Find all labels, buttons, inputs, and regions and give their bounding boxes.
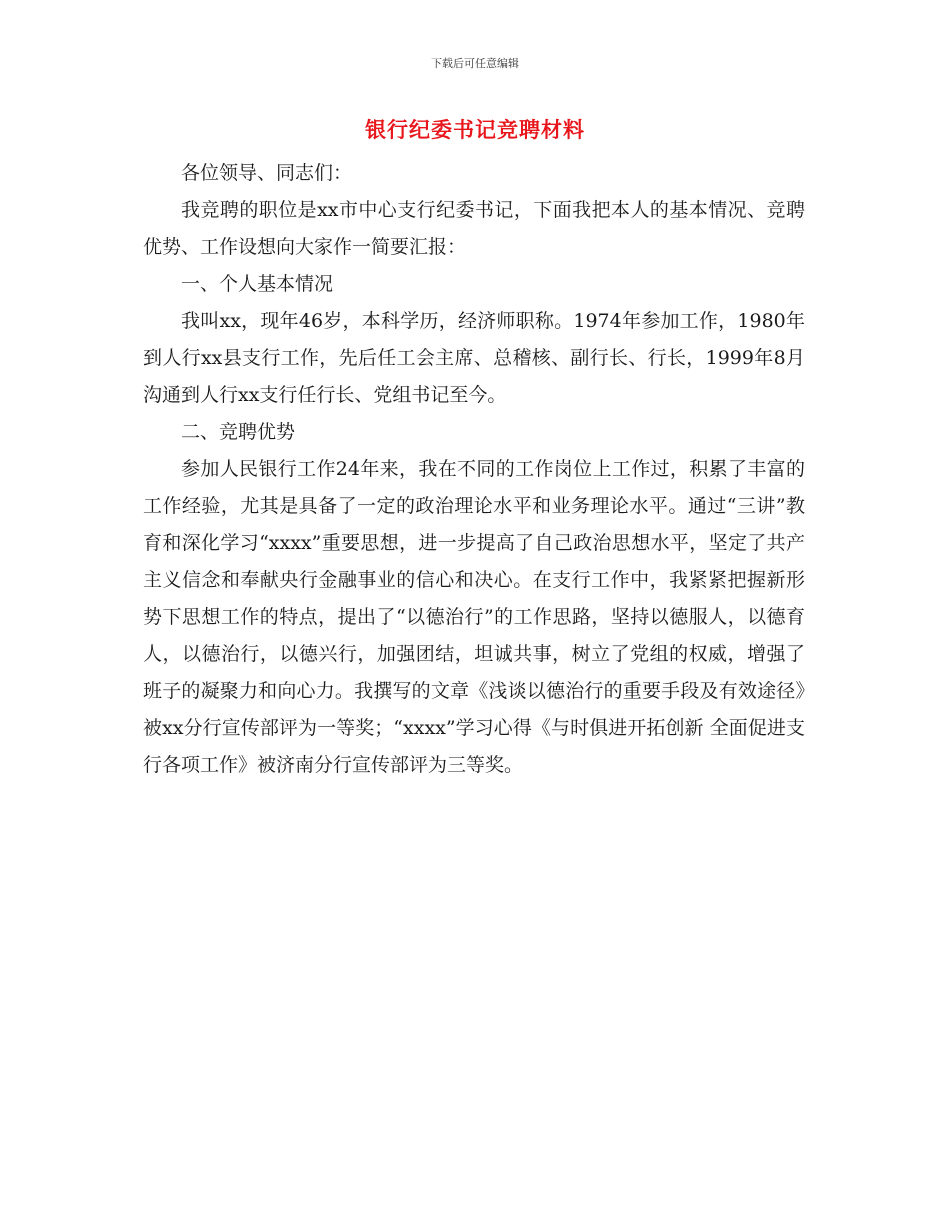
section-heading-advantages: 二、竞聘优势 [181,421,296,443]
document-body [143,155,805,784]
paragraph-basic-info: 我叫xx，现年46岁，本科学历，经济师职称。1974年参加工作，1980年到人行xx县支行工作，先后任工会主席、总稽核、副行长、行长，1999年8月沟通到人行xx支行任行长、党组书记至今。 [143,310,805,406]
paragraph-greeting: 各位领导、同志们： [181,162,353,184]
paragraph-advantages: 参加人民银行工作24年来，我在不同的工作岗位上工作过，积累了丰富的工作经验，尤其是具备了一定的政治理论水平和业务理论水平。通过“三讲”教育和深化学习“xxxx”重要思想，进一步提高了自己政治思想水平，坚定了共产主义信念和奉献央行金融事业的信心和决心。在支行工作中，我紧紧把握新形势下思想工作的特点，提出了“以德治行”的工作思路，坚持以德服人，以德育人，以德治行，以德兴行，加强团结，坦诚共事，树立了党组的权威，增强了班子的凝聚力和向心力。我撰写的文章《浅谈以德治行的重要手段及有效途径》被xx分行宣传部评为一等奖；“xxxx”学习心得《与时俱进开拓创新 全面促进支行各项工作》被济南分行宣传部评为三等奖。 [143,458,805,776]
document-title: 银行纪委书记竞聘材料 [365,117,585,142]
header-note: 下载后可任意编辑 [431,57,519,70]
paragraph-intro: 我竞聘的职位是xx市中心支行纪委书记，下面我把本人的基本情况、竞聘优势、工作设想向大家作一简要汇报： [143,199,805,258]
section-heading-basic-info: 一、个人基本情况 [181,273,334,295]
